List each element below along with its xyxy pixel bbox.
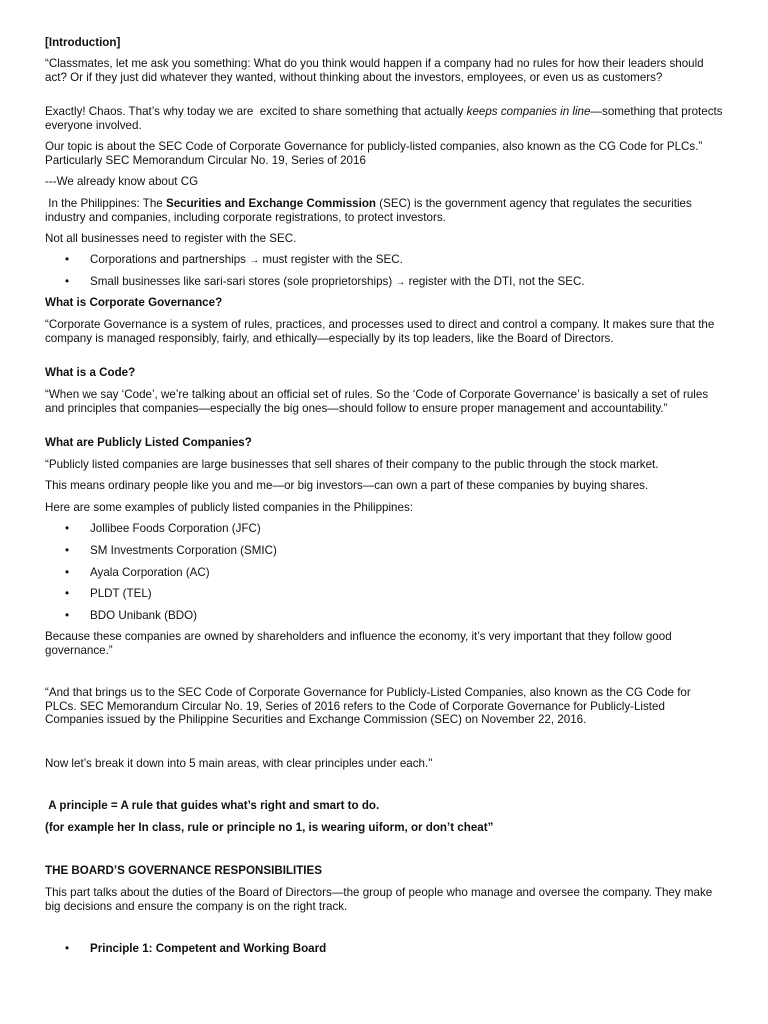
chaos-paragraph: Exactly! Chaos. That’s why today we are excited to share something that actually keeps companies in line—something that protects everyone involved. — [45, 105, 726, 132]
heading-cg: What is Corporate Governance? — [45, 296, 223, 309]
code-paragraph: “When we say ‘Code’, we’re talking about an official set of rules. So the ‘Code of Corporate Governance’ is basically a set of rules and principles that companies—especially the big ones—should follow to ensure proper management and accountability.” — [45, 388, 712, 415]
bullet-icon: • — [65, 275, 70, 288]
bullet-icon: • — [65, 253, 70, 266]
bullet-icon: • — [65, 522, 70, 535]
bullet-icon: • — [65, 566, 70, 579]
principle-example: (for example her In class, rule or principle no 1, is wearing uiform, or don’t cheat” — [45, 821, 494, 834]
bullet-icon: • — [65, 609, 70, 622]
sec-paragraph: In the Philippines: The Securities and Exchange Commission (SEC) is the government agency that regulates the securities industry and companies, including corporate registrations, to protect investors. — [45, 197, 696, 224]
heading-board: THE BOARD’S GOVERNANCE RESPONSIBILITIES — [45, 864, 322, 877]
plc-paragraph-2: This means ordinary people like you and me—or big investors—can own a part of these companies by buying shares. — [45, 479, 649, 492]
cg-paragraph: “Corporate Governance is a system of rules, practices, and processes used to direct and control a company. It makes sure that the company is managed responsibly, fairly, and ethically—especially by its top leaders, like the Board of Directors. — [45, 318, 718, 345]
bullet-icon: • — [65, 587, 70, 600]
code-intro-paragraph: “And that brings us to the SEC Code of Corporate Governance for Publicly-Listed Companies, also known as the CG Code for PLCs. SEC Memorandum Circular No. 19, Series of 2016 refers to the Code of Corporate Governance for Publicly-Listed Companies issued by the Philippine Securities and Exchange Commission (SEC) on November 22, 2016. — [45, 686, 694, 727]
breakdown-paragraph: Now let’s break it down into 5 main areas, with clear principles under each." — [45, 757, 433, 770]
topic-paragraph: Our topic is about the SEC Code of Corporate Governance for publicly-listed companies, also known as the CG Code for PLCs.” Particularly SEC Memorandum Circular No. 19, Series of 2016 — [45, 140, 706, 167]
heading-code: What is a Code? — [45, 366, 136, 379]
arrow-right-icon: → — [249, 255, 260, 266]
principle-definition: A principle = A rule that guides what’s right and smart to do. — [45, 799, 380, 812]
board-paragraph: This part talks about the duties of the Board of Directors—the group of people who manage and oversee the company. They make big decisions and ensure the company is on the right track. — [45, 886, 716, 913]
because-paragraph: Because these companies are owned by shareholders and influence the economy, it’s very important that they follow good governance.” — [45, 630, 675, 657]
bullet-icon: • — [65, 544, 70, 557]
arrow-right-icon: → — [395, 277, 406, 288]
plc-paragraph-3: Here are some examples of publicly listed companies in the Philippines: — [45, 501, 413, 514]
cg-note: ---We already know about CG — [45, 175, 199, 188]
bullet-icon: • — [65, 942, 70, 955]
intro-paragraph: “Classmates, let me ask you something: What do you think would happen if a company had no rules for how their leaders should act? Or if they just did whatever they wanted, without thinking about the investors, employees, or even us as customers? — [45, 57, 707, 84]
heading-plc: What are Publicly Listed Companies? — [45, 436, 252, 449]
intro-label: [Introduction] — [45, 36, 121, 49]
plc-paragraph-1: “Publicly listed companies are large businesses that sell shares of their company to the public through the stock market. — [45, 458, 659, 471]
register-note: Not all businesses need to register with the SEC. — [45, 232, 297, 245]
